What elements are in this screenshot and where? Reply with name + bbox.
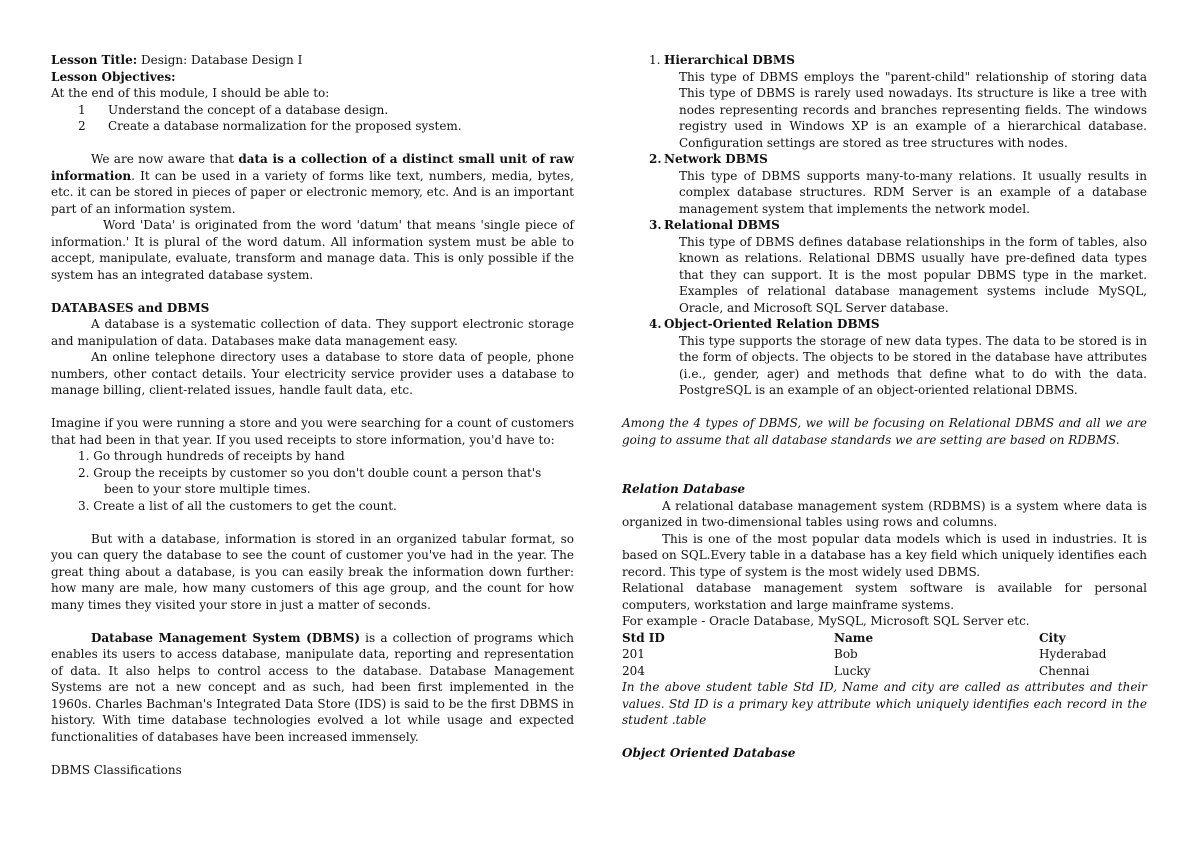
step-item: 1. Go through hundreds of receipts by hand: [78, 449, 345, 463]
dbms-type-title: Object-Oriented Relation DBMS: [664, 317, 880, 331]
dbms-term: Database Management System (DBMS): [91, 630, 360, 645]
focus-note: Among the 4 types of DBMS, we will be focusing on Relational DBMS and all we are going to assume that all database standards we are setting are based on RDBMS.: [622, 416, 1147, 447]
table-header: Std ID: [622, 630, 665, 645]
rdbms-popularity: This is one of the most popular data models which is used in industries. It is based on SQL.Every table in a database has a key field which uniquely identifies each record. This type of system is the most widely used DBMS.: [622, 531, 1147, 579]
rdbms-availability: Relational database management system software is available for personal computers, workstation and large mainframe systems.: [622, 581, 1147, 612]
objective-text: Understand the concept of a database design.: [108, 102, 389, 117]
relation-database-heading: Relation Database: [622, 482, 746, 496]
table-header: City: [1039, 630, 1066, 645]
right-column: [622, 52, 1147, 762]
table-cell: Hyderabad: [1039, 647, 1107, 661]
lesson-title-label: Lesson Title:: [51, 53, 138, 67]
table-row: [622, 646, 1147, 663]
dbms-type-title: Hierarchical DBMS: [664, 53, 795, 67]
step-item: 3. Create a list of all the customers to get the count.: [78, 498, 397, 513]
rdbms-definition: A relational database management system (RDBMS) is a system where data is organized in two-dimensional tables using rows and columns.: [622, 498, 1147, 529]
table-header: Name: [834, 630, 874, 645]
database-benefit: But with a database, information is stored in an organized tabular format, so you can query the database to see the count of customer you've had in the year. The great thing about a database, is you can easily break the information down further: how many are male, how many customers of this age group, and the count for how many times they visited your store in just a matter of seconds.: [51, 531, 574, 612]
objective-number: 1: [78, 102, 86, 117]
dbms-paragraph: [51, 630, 574, 746]
data-paragraph: [51, 151, 574, 217]
step-item: 2. Group the receipts by customer so you don't double count a person that's been to your store multiple times.: [78, 465, 542, 496]
dbms-type-description: This type supports the storage of new data types. The data to be stored is in the form of objects. The objects to be stored in the database have attributes (i.e., gender, ager) and methods that define what to do with the data. PostgreSQL is an example of an object-oriented relational DBMS.: [679, 333, 1147, 397]
dbms-type-heading: [622, 217, 1147, 234]
rdbms-examples: For example - Oracle Database, MySQL, Microsoft SQL Server etc.: [622, 614, 1030, 628]
lesson-title-value: Design: Database Design I: [137, 53, 303, 67]
dbms-type-description: This type of DBMS employs the "parent-child" relationship of storing data This type of DBMS is rarely used nowadays. Its structure is like a tree with nodes representing records and branches representing fields. The windows registry used in Windows XP is an example of a hierarchical database. Configuration settings are stored as tree structures with nodes.: [679, 69, 1147, 150]
dbms-type-title: Network DBMS: [664, 152, 768, 166]
dbms-type-number: 2.: [649, 152, 662, 166]
table-cell: Bob: [834, 647, 858, 661]
dbms-type-description: This type of DBMS supports many-to-many relations. It usually results in complex database structures. RDM Server is an example of a database management system that implements the network model.: [679, 168, 1147, 216]
table-cell: 204: [622, 663, 645, 678]
objective-item: [51, 102, 574, 119]
table-note: In the above student table Std ID, Name and city are called as attributes and their values. Std ID is a primary key attribute which uniquely identifies each record in the student .table: [622, 680, 1147, 727]
data-definition-bold: data is a collection of a distinct small unit of raw information: [51, 152, 574, 183]
objective-text: Create a database normalization for the proposed system.: [108, 119, 462, 133]
objective-number: 2: [78, 119, 86, 133]
dbms-type-heading: [622, 316, 1147, 333]
dbms-classifications-label: DBMS Classifications: [51, 762, 182, 777]
left-column: [51, 52, 574, 778]
databases-heading: DATABASES and DBMS: [51, 300, 210, 315]
lesson-intro: At the end of this module, I should be able to:: [51, 86, 330, 100]
datum-paragraph: Word 'Data' is originated from the word 'datum' that means 'single piece of information.' It is plural of the word datum. All information system must be able to accept, manipulate, evaluate, transform and manage data. This is only possible if the system has an integrated database system.: [51, 218, 574, 282]
lesson-title: [51, 52, 574, 69]
store-scenario: Imagine if you were running a store and you were searching for a count of customers that had been in that year. If you used receipts to store information, you'd have to:: [51, 416, 574, 447]
dbms-description: is a collection of programs which enables its users to access database, manipulate data, reporting and representation of data. It also helps to control access to the database. Database Management Systems are not a new concept and as such, had been first implemented in the 1960s. Charles Bachman's Integrated Data Store (IDS) is said to be the first DBMS in history. With time database technologies evolved a lot while usage and expected functionalities of databases have been increased immensely.: [51, 630, 574, 744]
table-cell: 201: [622, 647, 645, 661]
table-header-row: [622, 630, 1147, 647]
lesson-objectives-label: Lesson Objectives:: [51, 69, 176, 84]
table-cell: Chennai: [1039, 663, 1090, 678]
table-row: [622, 663, 1147, 680]
data-paragraph-end: . It can be used in a variety of forms like text, numbers, media, bytes, etc. it can be stored in pieces of paper or electronic memory, etc. And is an important part of an information system.: [51, 168, 574, 216]
objective-item: [51, 118, 574, 135]
object-oriented-database-heading: Object Oriented Database: [622, 746, 796, 760]
database-definition: A database is a systematic collection of data. They support electronic storage and manipulation of data. Databases make data management easy.: [51, 317, 574, 348]
data-paragraph-start: We are now aware that: [91, 152, 239, 166]
dbms-type-description: This type of DBMS defines database relationships in the form of tables, also known as relations. Relational DBMS usually have pre-defined data types that they can support. It is the most popular DBMS type in the market. Examples of relational database management systems include MySQL, Oracle, and Microsoft SQL Server database.: [679, 234, 1147, 315]
dbms-type-number: 3.: [649, 218, 662, 232]
dbms-type-heading: [622, 151, 1147, 168]
dbms-type-heading: [622, 52, 1147, 69]
dbms-type-title: Relational DBMS: [664, 218, 780, 232]
database-examples: An online telephone directory uses a database to store data of people, phone numbers, other contact details. Your electricity service provider uses a database to manage billing, client-related issues, handle fault data, etc.: [51, 350, 574, 397]
dbms-type-number: 1.: [649, 53, 661, 67]
student-table: [622, 630, 1147, 680]
dbms-type-number: 4.: [649, 317, 662, 331]
table-cell: Lucky: [834, 663, 871, 678]
